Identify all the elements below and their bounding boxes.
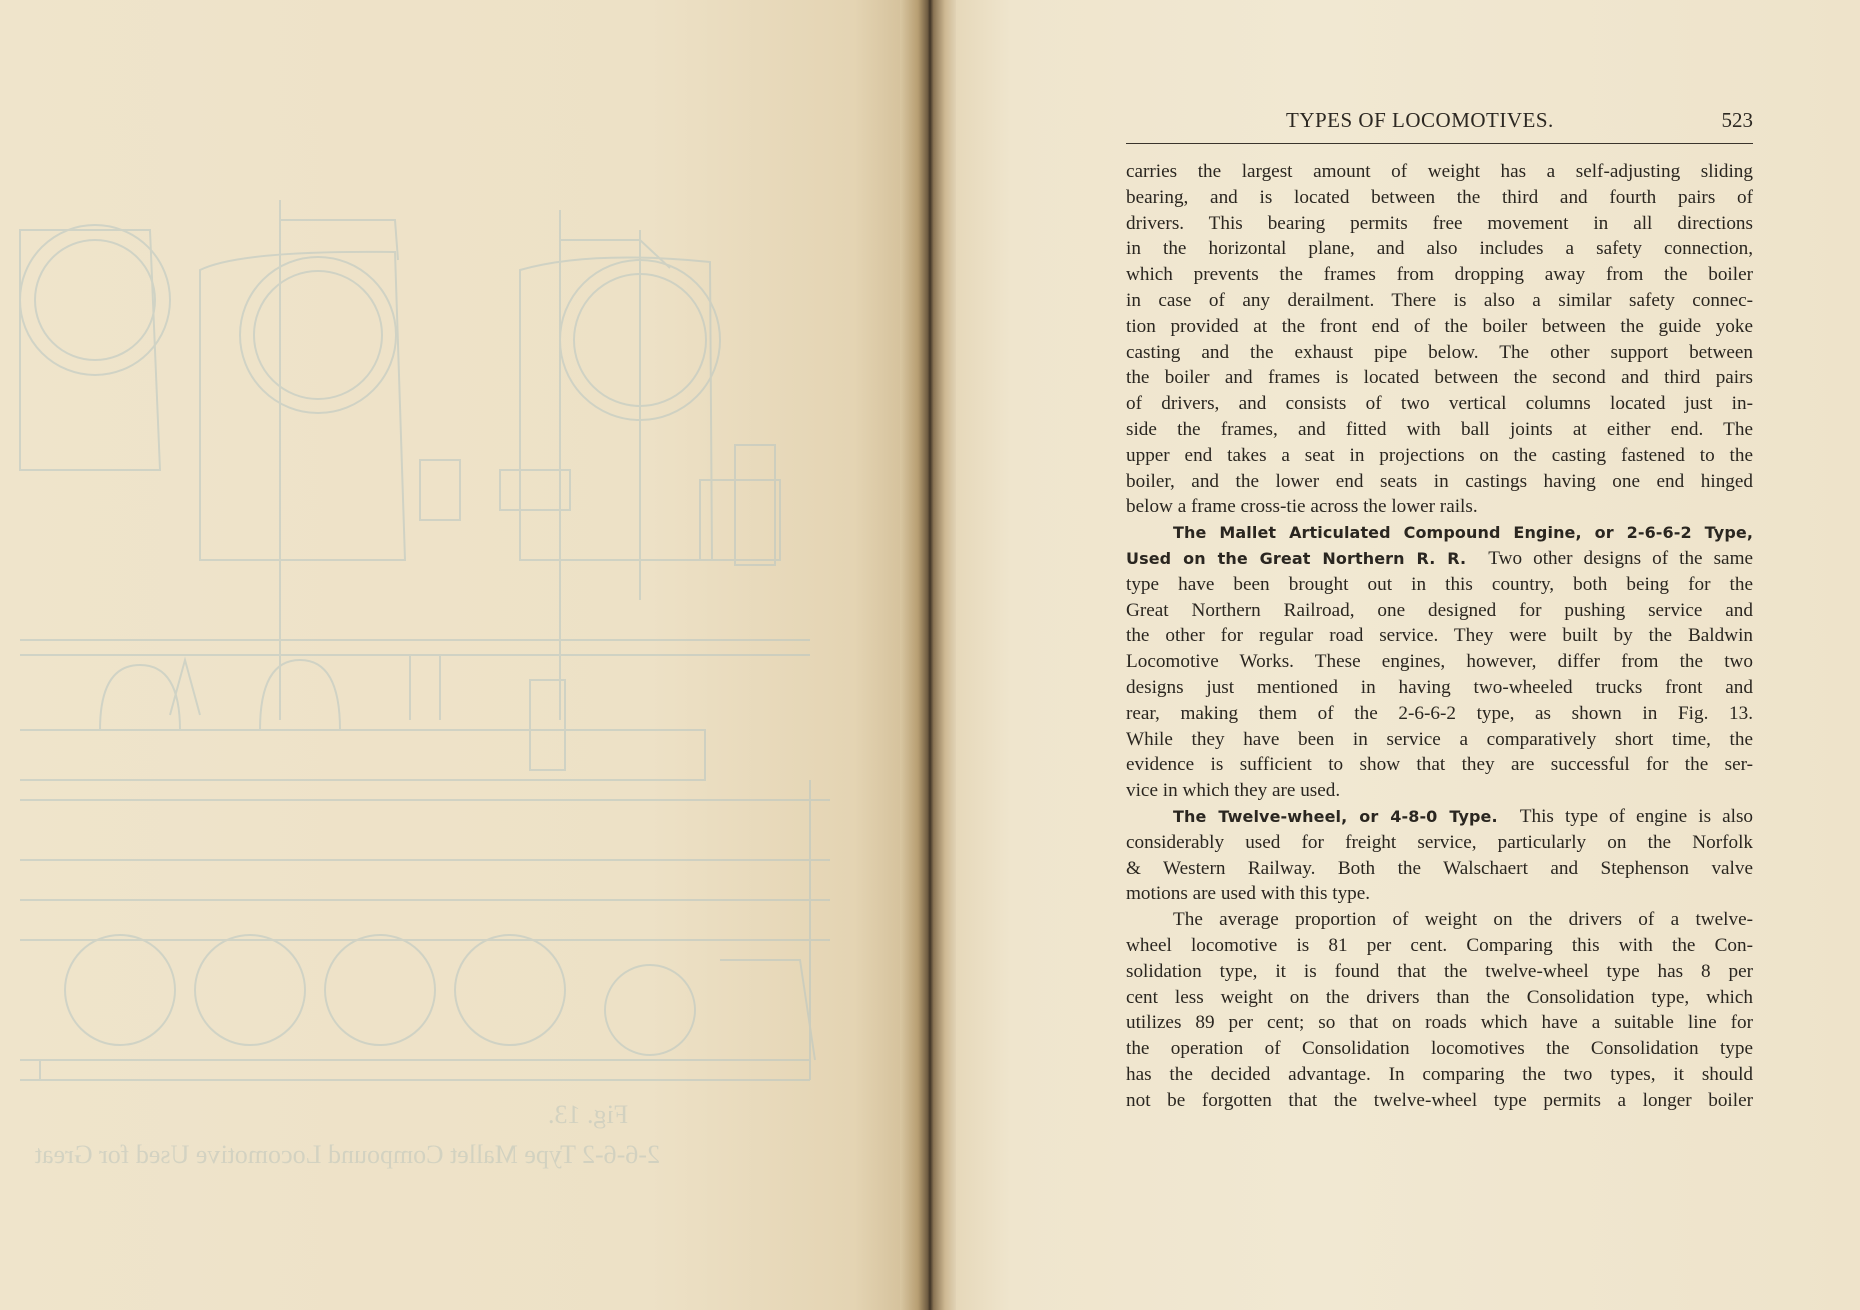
text-line: bearing, and is located between the third and fourth pairs of [1126, 186, 1753, 208]
text-line: which prevents the frames from dropping away from the boiler [1126, 264, 1753, 286]
text-line: tion provided at the front end of the boiler between the guide yoke [1126, 315, 1753, 337]
body-text [1126, 159, 1753, 1113]
running-title: TYPES OF LOCOMOTIVES. [1286, 108, 1554, 132]
page-number: 523 [1721, 108, 1753, 132]
text-line [1126, 520, 1753, 546]
text-line: utilizes 89 per cent; so that on roads which have a suitable line for [1126, 1012, 1753, 1034]
text-line: cent less weight on the drivers than the Consolidation type, which [1126, 986, 1753, 1008]
text-line: Locomotive Works. These engines, however, differ from the two [1126, 651, 1753, 673]
bleed-through-drawing [0, 0, 928, 1310]
text-line: side the frames, and fitted with ball joints at either end. The [1126, 418, 1753, 440]
text-line: While they have been in service a comparatively short time, the [1126, 728, 1753, 750]
text-line: has the decided advantage. In comparing the two types, it should [1126, 1063, 1753, 1085]
text-line: below a frame cross-tie across the lower rails. [1126, 496, 1478, 518]
text-line: & Western Railway. Both the Walschaert and Stephenson valve [1126, 857, 1753, 879]
bleed-figure-number: Fig. 13. [548, 1100, 629, 1129]
text-line: drivers. This bearing permits free movement in all directions [1126, 212, 1753, 234]
paragraph-proportion [1126, 907, 1753, 1113]
text-line: boiler, and the lower end seats in castings having one end hinged [1126, 470, 1753, 492]
text-line: upper end takes a seat in projections on the casting fastened to the [1126, 444, 1753, 466]
running-head [1126, 108, 1753, 142]
text-line: the operation of Consolidation locomotives the Consolidation type [1126, 1038, 1753, 1060]
text-line: not be forgotten that the twelve-wheel type permits a longer boiler [1126, 1089, 1753, 1111]
paragraph-1 [1126, 159, 1753, 520]
text-line: designs just mentioned in having two-wheeled trucks front and [1126, 676, 1753, 698]
paragraph-twelve-wheel [1126, 804, 1753, 907]
text-line: The average proportion of weight on the drivers of a twelve- [1173, 909, 1753, 931]
text-line: motions are used with this type. [1126, 883, 1371, 905]
text-line: type have been brought out in this country, both being for the [1126, 573, 1753, 595]
text-line: in case of any derailment. There is also a similar safety connec- [1126, 289, 1753, 311]
section-heading-mallet: The Mallet Articulated Compound Engine, or 2-6-6-2 Type, [1173, 523, 1753, 543]
text-line: the other for regular road service. They were built by the Baldwin [1126, 625, 1753, 647]
bleed-caption: 2-6-6-2 Type Mallet Compound Locomotive Used for Great [34, 1140, 660, 1169]
text-line: casting and the exhaust pipe below. The other support between [1126, 341, 1753, 363]
book-gutter [900, 0, 960, 1310]
text-line: evidence is sufficient to show that they are successful for the ser- [1126, 754, 1753, 776]
text-line: considerably used for freight service, particularly on the Norfolk [1126, 831, 1753, 853]
text-line: Great Northern Railroad, one designed for pushing service and [1126, 599, 1753, 621]
text-line: the boiler and frames is located between the second and third pairs [1126, 367, 1753, 389]
text-line: solidation type, it is found that the twelve-wheel type has 8 per [1126, 960, 1753, 982]
section-heading-twelve-wheel: The Twelve-wheel, or 4-8-0 Type. [1173, 806, 1498, 826]
text-line: wheel locomotive is 81 per cent. Comparing this with the Con- [1126, 934, 1753, 956]
text-line: rear, making them of the 2-6-6-2 type, as shown in Fig. 13. [1126, 702, 1753, 724]
text-line: vice in which they are used. [1126, 780, 1341, 802]
text-line: carries the largest amount of weight has a self-adjusting sliding [1126, 161, 1753, 182]
text-line: of drivers, and consists of two vertical columns located just in- [1126, 393, 1753, 415]
text-line: in the horizontal plane, and also includes a safety connection, [1126, 238, 1753, 260]
section-heading-mallet-cont: Used on the Great Northern R. R. [1126, 548, 1467, 568]
text-line: The Twelve-wheel, or 4-8-0 Type. This type of engine is also [1173, 805, 1753, 827]
text-line: Used on the Great Northern R. R. Two other designs of the same [1126, 547, 1753, 569]
left-page [0, 0, 928, 1310]
paragraph-mallet [1126, 520, 1753, 804]
header-rule [1126, 143, 1753, 144]
